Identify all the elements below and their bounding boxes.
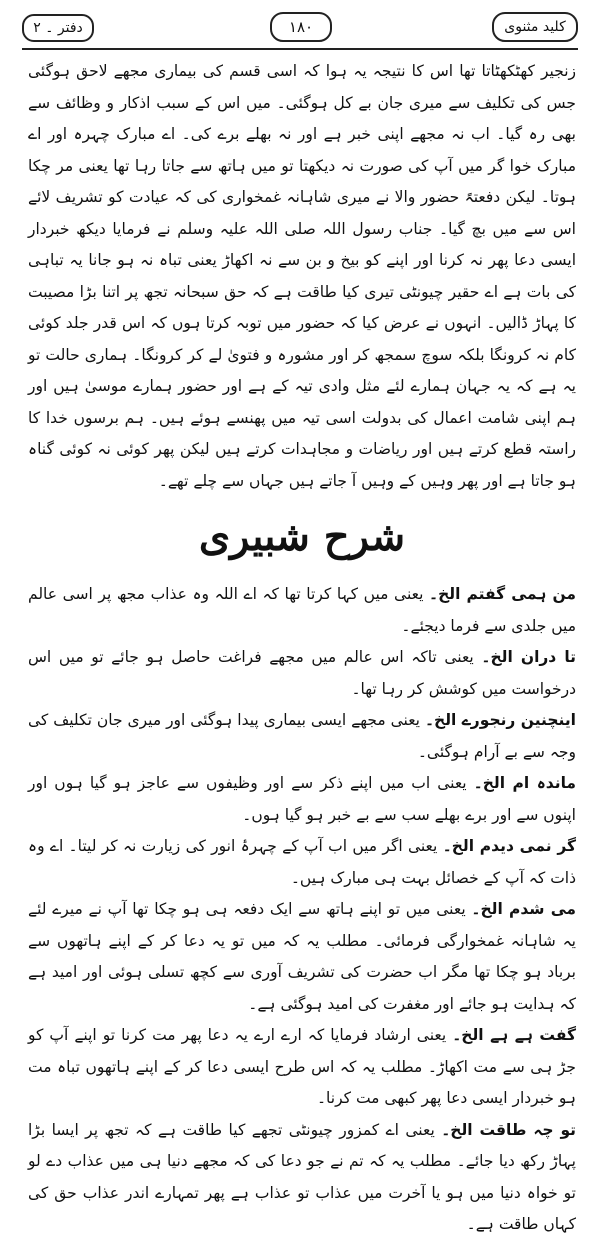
note-text: یعنی ارشاد فرمایا کہ ارے ارے یہ دعا پھر مت کرنا تو اپنے آپ کو جڑ ہی سے مت اکھاڑ۔ مطلب یہ کہ اس طرح ایسی دعا کر کے اپنے ہاتھوں تباہ مت ہو خبردار ایسی دعا پھر کبھی مت کرنا۔: [28, 1026, 576, 1107]
section-heading: [28, 507, 576, 567]
page-number: ۱۸۰: [270, 12, 332, 42]
note-term: ماندہ ام الخ۔: [473, 774, 576, 792]
note-term: گر نمی دیدم الخ۔: [442, 837, 576, 855]
note-item: [28, 1115, 576, 1241]
note-term: می شدم الخ۔: [471, 900, 576, 918]
note-text: یعنی اگر میں اب آپ کے چہرۂ انور کی زیارت نہ کر لیتا۔ اے وہ ذات کہ آپ کے خصائل بہت ہی مبارک ہیں۔: [28, 837, 576, 887]
volume-label: دفتر ۔ ۲: [22, 14, 94, 42]
note-item: [28, 768, 576, 831]
note-term: من ہمی گفتم الخ۔: [429, 585, 576, 603]
book-title: کلید مثنوی: [492, 12, 578, 42]
note-term: گفت ہے ہے الخ۔: [452, 1026, 576, 1044]
note-text: یعنی مجھے ایسی بیماری پیدا ہوگئی اور میری جان تکلیف کی وجہ سے بے آرام ہوگئی۔: [27, 711, 576, 761]
note-text: یعنی تاکہ اس عالم میں مجھے فراغت حاصل ہو جائے تو میں اس درخواست میں کوشش کر رہا تھا۔: [28, 648, 576, 698]
note-item: [28, 894, 576, 1020]
note-item: [28, 579, 576, 642]
note-item: [28, 1020, 576, 1115]
header-rule: [22, 48, 578, 50]
note-item: [28, 705, 576, 768]
note-text: یعنی اے کمزور چیونٹی تجھے کیا طاقت ہے کہ تجھ پر ایسا بڑا پہاڑ رکھ دیا جائے۔ مطلب یہ کہ تم نے جو دعا کی کہ مجھے دنیا ہی میں عذاب دے لو تو خواہ دنیا میں ہو یا آخرت میں عذاب تو عذاب ہے پھر تمہارے اندر عذاب حق کی کہاں طاقت ہے۔: [28, 1120, 576, 1233]
note-term: تو چہ طاقت الخ۔: [441, 1120, 576, 1139]
note-text: یعنی اب میں اپنے ذکر سے اور وظیفوں سے عاجز ہو گیا ہوں اور اپنوں سے اور برے بھلے سب سے بے خبر ہو گیا ہوں۔: [28, 774, 576, 824]
note-text: یعنی میں کہا کرتا تھا کہ اے اللہ وہ عذاب مجھ پر اسی عالم میں جلدی سے فرما دیجئے۔: [28, 585, 576, 635]
note-term: اینچنین رنجورے الخ۔: [424, 711, 576, 729]
note-item: [28, 831, 576, 894]
section-title: شرح شبیری: [198, 513, 406, 560]
note-item: [28, 642, 576, 705]
page-body: [28, 56, 576, 1241]
note-text: یعنی میں تو اپنے ہاتھ سے ایک دفعہ ہی ہو چکا تھا آپ نے میرے لئے یہ شاہانہ غمخوارگی فرمائی۔ مطلب یہ کہ میں تو یہ دعا کر کے اپنے ہاتھوں سے برباد ہو چکا تھا مگر اب حضرت کی تشریف آوری سے کچھ تسلی ہوئی اور امید ہے کہ ہدایت ہو جائے اور مغفرت کی امید ہوگئی ہے۔: [28, 900, 576, 1013]
translation-paragraph: زنجیر کھٹکھٹاتا تھا اس کا نتیجہ یہ ہوا کہ اسی قسم کی بیماری مجھے لاحق ہوگئی جس کی تکلیف سے میری جان بے کل ہوگئی۔ میں اس کے سبب اذکار و وظائف سے بھی رہ گیا۔ اب نہ مجھے اپنی خبر ہے اور نہ بھلے برے کی۔ اے مبارک چہرہ اور اے مبارک خوا گر میں آپ کی صورت نہ دیکھتا تو میں ہاتھ سے جاتا رہا تھا یعنی مر چکا ہوتا۔ لیکن دفعتہً حضور والا نے میری شاہانہ غمخواری کی کہ عیادت کو تشریف لائے اس سے میں بچ گیا۔ جناب رسول اللہ صلی اللہ علیہ وسلم نے فرمایا دیکھ خبردار ایسی دعا پھر نہ کرنا اور اپنے کو بیخ و بن سے نہ اکھاڑ یعنی تباہ نہ ہو جانا یہ تباہی کی بات ہے اے حقیر چیونٹی تیری کیا طاقت ہے کہ حق سبحانہ تجھ پر اتنا بڑا مصیبت کا پہاڑ ڈالیں۔ انہوں نے عرض کیا کہ حضور میں توبہ کرتا ہوں کہ اس قدر جلد کوئی کام نہ کرونگا بلکہ سوچ سمجھ کر اور مشورہ و فتویٰ لے کر کرونگا۔ ہماری حالت تو یہ ہے کہ یہ جہان ہمارے لئے مثل وادی تیہ کے ہے اور حضور ہمارے موسیٰ ہیں اور ہم اپنی شامت اعمال کی بدولت اسی تیہ میں پھنسے ہوئے ہیں۔ ہم برسوں خدا کا راستہ قطع کرتے ہیں اور ریاضات و مجاہدات کرتے ہیں لیکن پھر کوئی نہ کوئی گناہ ہو جاتا ہے اور پھر وہیں کے وہیں آ جاتے ہیں جہاں سے چلے تھے۔: [28, 62, 576, 490]
note-term: تا دران الخ۔: [481, 648, 576, 666]
page-header: [22, 10, 578, 44]
